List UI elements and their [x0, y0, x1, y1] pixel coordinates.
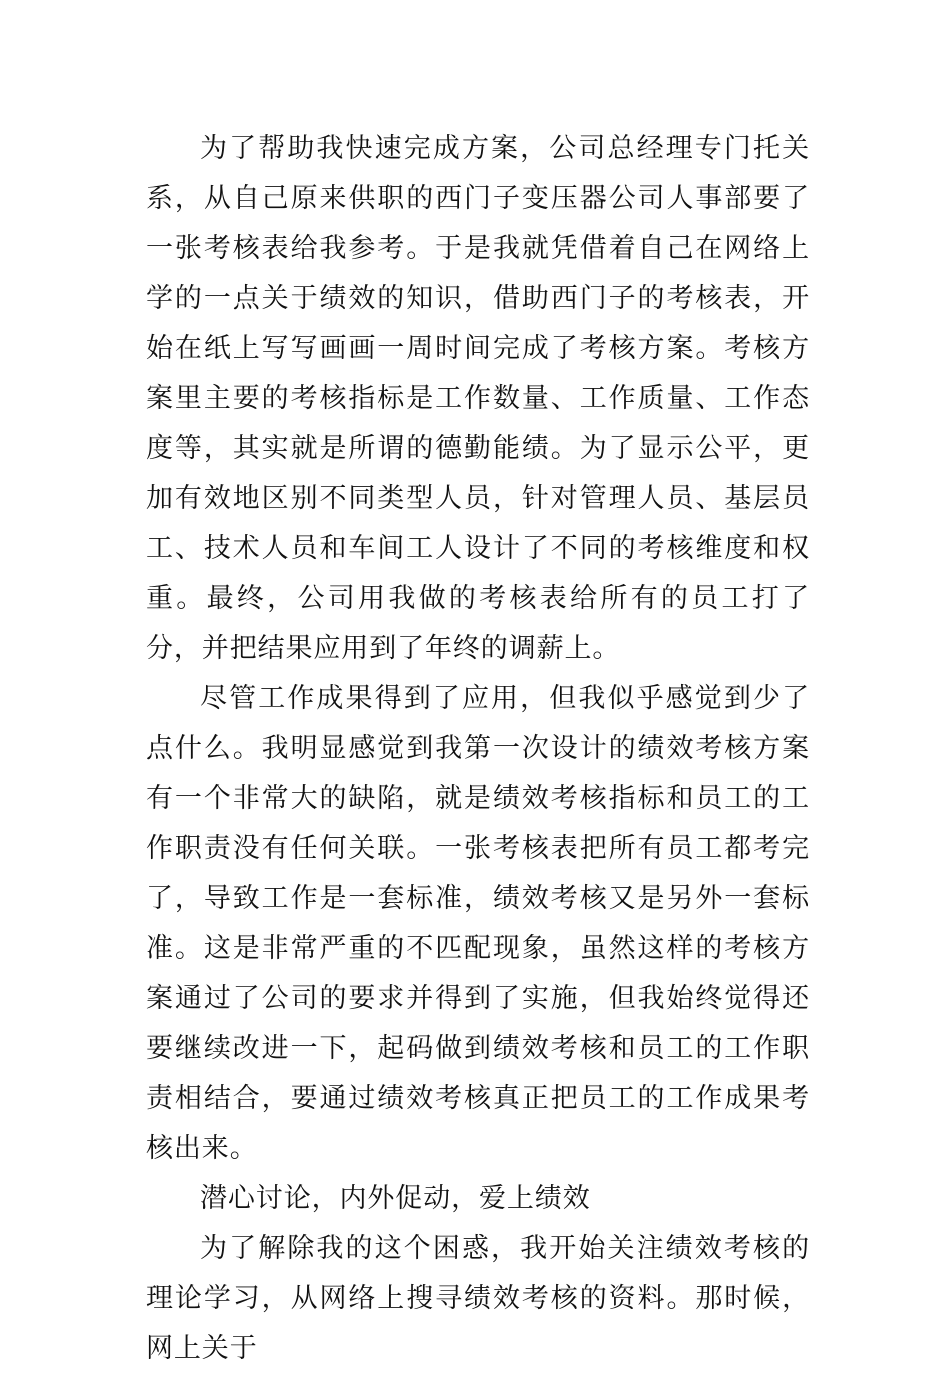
paragraph-3: 为了解除我的这个困惑，我开始关注绩效考核的理论学习，从网络上搜寻绩效考核的资料。那时候，网上关于 [146, 1233, 810, 1364]
paragraph-2: 尽管工作成果得到了应用，但我似乎感觉到少了点什么。我明显感觉到我第一次设计的绩效考核方案有一个非常大的缺陷，就是绩效考核指标和员工的工作职责没有任何关联。一张考核表把所有员工都考完了，导致工作是一套标准，绩效考核又是另外一套标准。这是非常严重的不匹配现象，虽然这样的考核方案通过了公司的要求并得到了实施，但我始终觉得还要继续改进一下，起码做到绩效考核和员工的工作职责相结合，要通过绩效考核真正把员工的工作成果考核出来。 [146, 683, 810, 1164]
paragraph-1: 为了帮助我快速完成方案，公司总经理专门托关系，从自己原来供职的西门子变压器公司人事部要了一张考核表给我参考。于是我就凭借着自己在网络上学的一点关于绩效的知识，借助西门子的考核表，开始在纸上写写画画一周时间完成了考核方案。考核方案里主要的考核指标是工作数量、工作质量、工作态度等，其实就是所谓的德勤能绩。为了显示公平，更加有效地区别不同类型人员，针对管理人员、基层员工、技术人员和车间工人设计了不同的考核维度和权重。最终，公司用我做的考核表给所有的员工打了分，并把结果应用到了年终的调薪上。 [146, 133, 810, 664]
document-body [146, 124, 810, 1374]
section-heading: 潜心讨论，内外促动，爱上绩效 [200, 1183, 591, 1214]
